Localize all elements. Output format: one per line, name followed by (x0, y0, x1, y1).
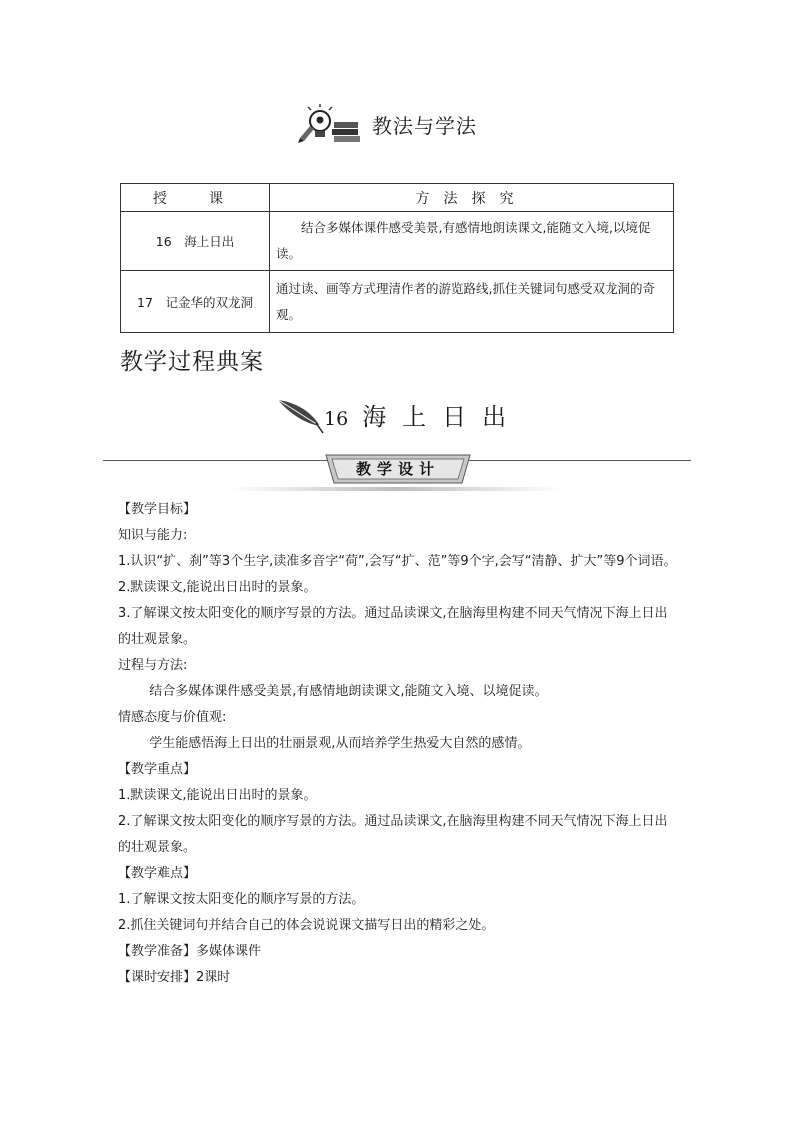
feather-icon (276, 396, 324, 434)
schedule-text: 2课时 (196, 970, 231, 985)
lesson-cell: 17 记金华的双龙洞 (121, 271, 270, 333)
banner-shadow (230, 487, 560, 491)
key-heading: 【教学重点】 (118, 762, 197, 777)
difficulty-heading: 【教学难点】 (118, 866, 197, 881)
schedule-line (118, 965, 678, 991)
lesson-cell: 16 海上日出 (121, 212, 270, 271)
goal-item: 1.认识“扩、刹”等3个生字,读准多音字“荷”,会写“扩、范”等9个字,会写“清静、扩大”等9个词语。 (118, 554, 677, 569)
schedule-heading: 【课时安排】 (118, 970, 197, 985)
prep-text: 多媒体课件 (196, 944, 262, 959)
process-heading: 过程与方法: (118, 658, 188, 673)
knowledge-heading: 知识与能力: (118, 528, 188, 543)
section-title: 教法与学法 (372, 113, 477, 138)
header-method: 方法探究 (270, 184, 674, 212)
process-text: 结合多媒体课件感受美景,有感情地朗读课文,能随文入境、以境促读。 (149, 684, 548, 699)
method-cell: 结合多媒体课件感受美景,有感情地朗读课文,能随文入境,以境促读。 (270, 212, 674, 271)
body-content (118, 497, 678, 991)
page-title: 教学过程典案 (120, 349, 264, 375)
table-header-row (121, 184, 674, 212)
goal-item: 3.了解课文按太阳变化的顺序写景的方法。通过品读课文,在脑海里构建不同天气情况下海上日出的壮观景象。 (118, 606, 668, 647)
emotion-heading: 情感态度与价值观: (118, 710, 227, 725)
header-lesson: 授 课 (121, 184, 270, 212)
method-cell: 通过读、画等方式理清作者的游览路线,抓住关键词句感受双龙洞的奇观。 (270, 271, 674, 333)
lightbulb-books-icon (298, 104, 362, 144)
prep-heading: 【教学准备】 (118, 944, 197, 959)
prep-line (118, 939, 678, 965)
goals-heading: 【教学目标】 (118, 502, 197, 517)
methods-table (120, 183, 674, 333)
goal-item: 2.默读课文,能说出日出时的景象。 (118, 580, 317, 595)
emotion-text: 学生能感悟海上日出的壮丽景观,从而培养学生热爱大自然的感情。 (149, 736, 531, 751)
section-header (298, 104, 477, 144)
difficulty-item: 1.了解课文按太阳变化的顺序写景的方法。 (118, 892, 365, 907)
lesson-heading (276, 390, 522, 434)
key-item: 2.了解课文按太阳变化的顺序写景的方法。通过品读课文,在脑海里构建不同天气情况下海上日出的壮观景象。 (118, 814, 668, 855)
table-row (121, 212, 674, 271)
table-row (121, 271, 674, 333)
lesson-number: 16 (324, 408, 349, 430)
lesson-title: 海上日出 (362, 403, 523, 431)
difficulty-item: 2.抓住关键词句并结合自己的体会说说课文描写日出的精彩之处。 (118, 918, 495, 933)
banner-text: 教学设计 (355, 460, 440, 478)
key-item: 1.默读课文,能说出日出时的景象。 (118, 788, 317, 803)
